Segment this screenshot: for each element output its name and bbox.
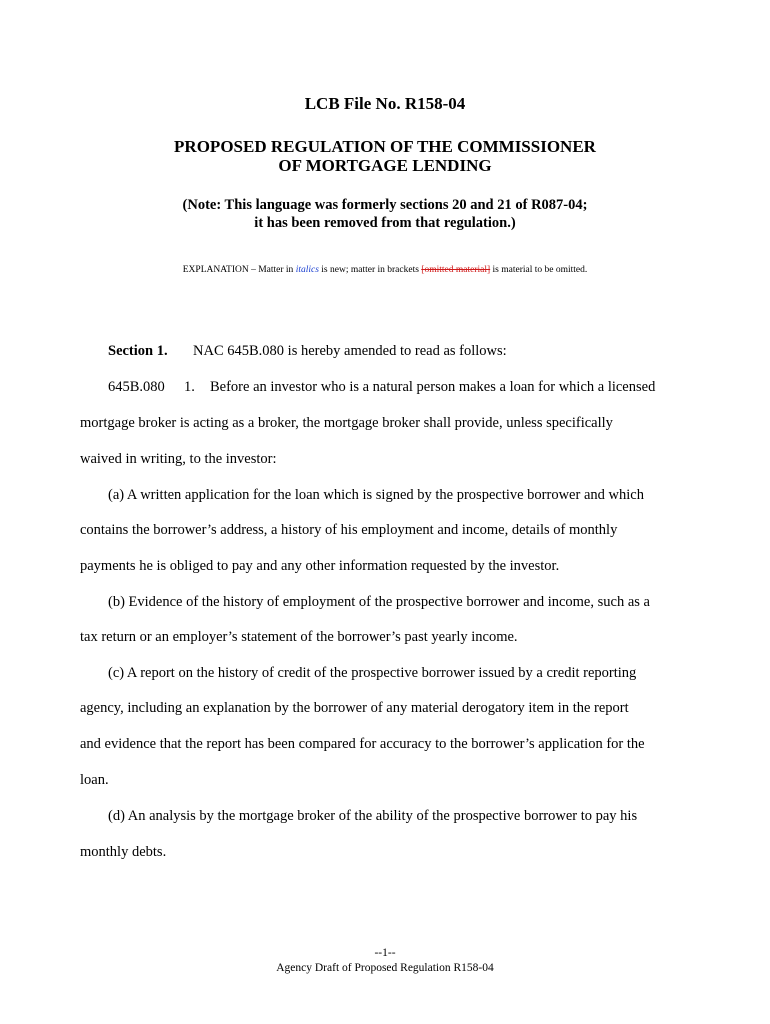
file-number: LCB File No. R158-04 — [304, 94, 466, 113]
page-number: --1-- — [374, 947, 396, 959]
item-b-line-2: tax return or an employer’s statement of the borrower’s past yearly income. — [80, 629, 518, 645]
subsection-number: 1. — [184, 379, 195, 395]
explanation-legend — [0, 265, 770, 275]
italic-sample: italics — [295, 265, 319, 275]
paragraph-1-line-2: mortgage broker is acting as a broker, the mortgage broker shall provide, unless specifically — [80, 415, 613, 431]
explanation-suffix: is material to be omitted. — [490, 265, 588, 275]
paragraph-1-line-3: waived in writing, to the investor: — [80, 451, 277, 467]
paragraph-1-line-1: Before an investor who is a natural person makes a loan for which a licensed — [210, 379, 656, 395]
item-c-line-3: and evidence that the report has been compared for accuracy to the borrower’s application for the — [80, 736, 645, 752]
item-a-line-3: payments he is obliged to pay and any other information requested by the investor. — [80, 558, 560, 574]
explanation-prefix: EXPLANATION – Matter in — [182, 265, 296, 275]
section-number: 645B.080 — [108, 379, 165, 395]
note — [0, 196, 770, 232]
footer-label: Agency Draft of Proposed Regulation R158-04 — [276, 962, 494, 974]
item-d-line-2: monthly debts. — [80, 844, 167, 860]
note-line-2: it has been removed from that regulation.) — [254, 215, 516, 231]
item-c-line-4: loan. — [80, 772, 109, 788]
section-text: NAC 645B.080 is hereby amended to read as follows: — [193, 343, 507, 359]
section-label: Section 1. — [108, 343, 168, 359]
item-a-line-1: (a) A written application for the loan which is signed by the prospective borrower and which — [108, 487, 644, 503]
item-c-line-2: agency, including an explanation by the borrower of any material derogatory item in the report — [80, 700, 629, 716]
section-heading — [108, 343, 168, 360]
item-d-line-1: (d) An analysis by the mortgage broker of the ability of the prospective borrower to pay his — [108, 808, 638, 824]
omitted-sample: [omitted material] — [421, 265, 491, 275]
item-b-line-1: (b) Evidence of the history of employment of the prospective borrower and income, such as a — [108, 594, 650, 610]
item-a-line-2: contains the borrower’s address, a history of his employment and income, details of monthly — [80, 522, 618, 538]
note-line-1: (Note: This language was formerly sections 20 and 21 of R087-04; — [182, 197, 588, 213]
title-line-2: OF MORTGAGE LENDING — [278, 156, 492, 175]
regulation-title — [0, 137, 770, 175]
title-line-1: PROPOSED REGULATION OF THE COMMISSIONER — [174, 137, 596, 156]
item-c-line-1: (c) A report on the history of credit of the prospective borrower issued by a credit reporting — [108, 665, 637, 681]
explanation-middle: is new; matter in brackets — [318, 265, 422, 275]
